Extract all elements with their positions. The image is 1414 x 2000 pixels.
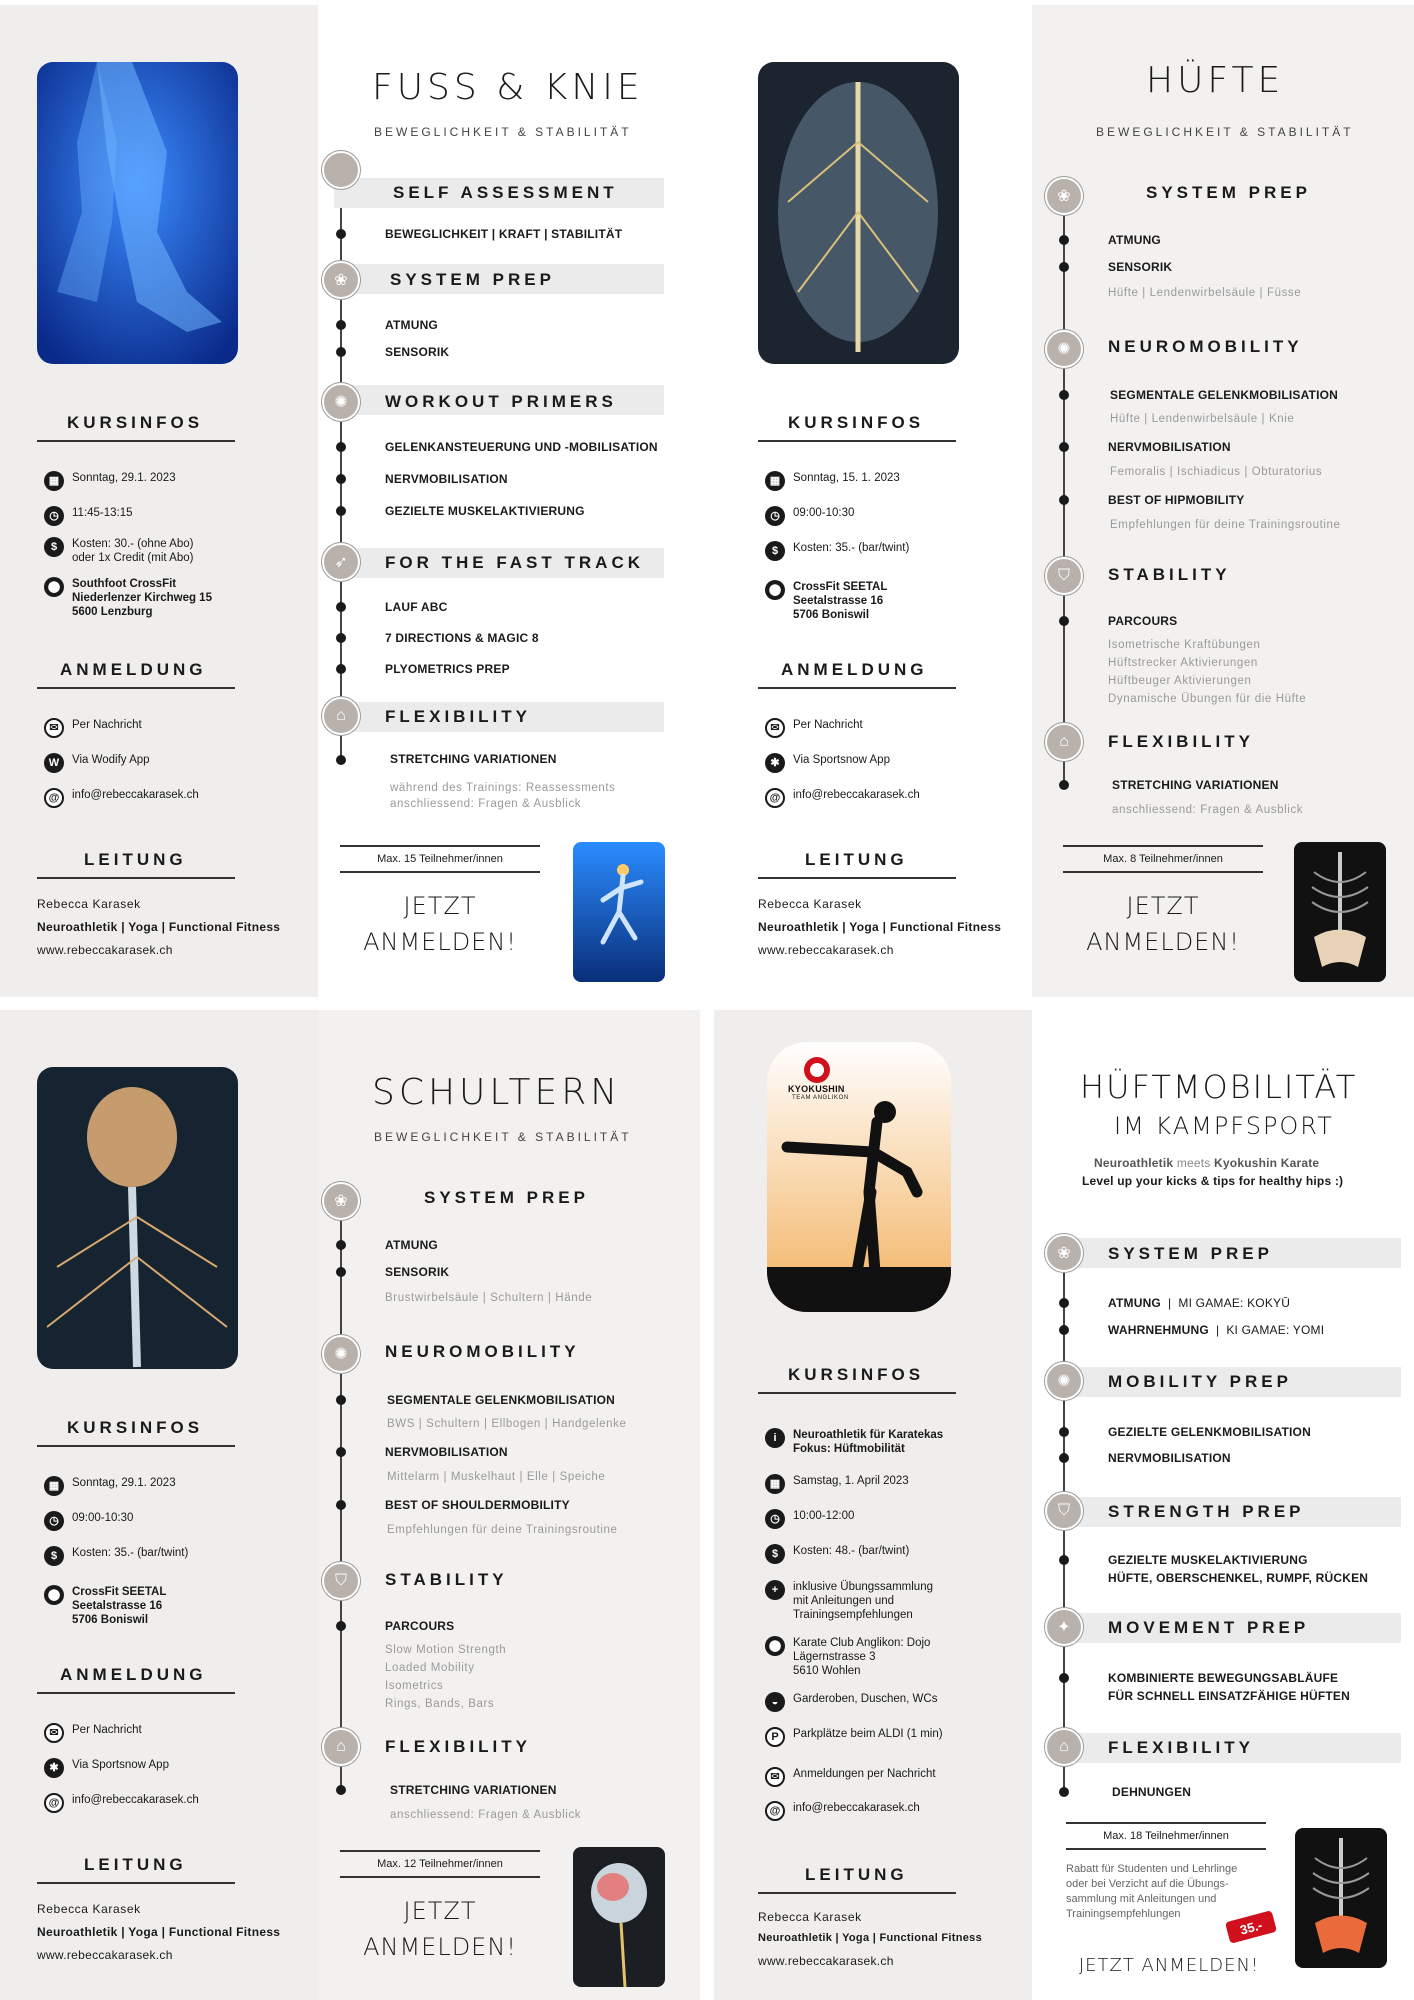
note: Brustwirbelsäule | Schultern | Hände	[385, 1292, 593, 1304]
section-title: SYSTEM PREP	[1108, 1244, 1273, 1263]
leitung-website[interactable]: www.rebeccakarasek.ch	[37, 1948, 173, 1962]
info-icon: i	[765, 1428, 785, 1448]
section-item: GEZIELTE MUSKELAKTIVIERUNG	[385, 504, 585, 518]
section-item: GEZIELTE MUSKELAKTIVIERUNG	[1108, 1553, 1308, 1567]
leitung-website[interactable]: www.rebeccakarasek.ch	[758, 943, 894, 957]
email-row[interactable]: @ info@rebeccakarasek.ch	[44, 1793, 199, 1813]
leitung-heading: LEITUNG	[84, 1855, 187, 1874]
note: anschliessend: Fragen & Ausblick	[390, 1809, 582, 1821]
max-participants: Max. 18 Teilnehmer/innen	[1066, 1822, 1266, 1850]
bullet	[1059, 1787, 1069, 1797]
section-item: NERVMOBILISATION	[1108, 440, 1231, 454]
bullet	[336, 1395, 346, 1405]
app-row: W Via Wodify App	[44, 753, 150, 773]
bullet	[1059, 390, 1069, 400]
kursinfos-heading: KURSINFOS	[67, 1418, 204, 1437]
bullet	[336, 442, 346, 452]
clock-icon: ◷	[44, 506, 64, 526]
message-row: ✉ Per Nachricht	[44, 1723, 142, 1743]
karate-kick-photo	[767, 1042, 951, 1312]
section-title: STRENGTH PREP	[1108, 1502, 1305, 1521]
section-title: FLEXIBILITY	[385, 707, 531, 726]
app-row: ✱ Via Sportsnow App	[765, 753, 890, 773]
leitung-name: Rebecca Karasek	[37, 897, 141, 911]
divider	[758, 1892, 956, 1894]
stretch-icon: ⌂	[322, 1728, 360, 1766]
page-title: HÜFTE	[1146, 60, 1285, 101]
section-item: WAHRNEHMUNG | KI GAMAE: YOMI	[1108, 1323, 1325, 1337]
bullet	[1059, 616, 1069, 626]
page-title-line2: IM KAMPFSPORT	[1114, 1112, 1334, 1140]
section-item: STRETCHING VARIATIONEN	[390, 752, 557, 766]
pelvis-icon: ⛉	[1045, 1492, 1083, 1530]
bullet	[336, 633, 346, 643]
section-title: SELF ASSESSMENT	[393, 183, 618, 202]
money-icon: $	[44, 537, 64, 557]
sportsnow-icon: ✱	[765, 753, 785, 773]
section-title: MOBILITY PREP	[1108, 1372, 1292, 1391]
shoulder-icon: ⛉	[322, 1562, 360, 1600]
bullet	[336, 1447, 346, 1457]
skull-nerves-photo	[37, 1067, 238, 1369]
included-row: + inklusive Übungssammlung mit Anleitungen und Trainingsempfehlungen	[765, 1580, 933, 1622]
note: Empfehlungen für deine Trainingsroutine	[387, 1524, 618, 1536]
leitung-website[interactable]: www.rebeccakarasek.ch	[758, 1954, 894, 1968]
section-item: SEGMENTALE GELENKMOBILISATION	[387, 1393, 616, 1407]
time-row: ◷ 10:00-12:00	[765, 1509, 854, 1529]
section-item: PLYOMETRICS PREP	[385, 662, 510, 676]
bullet	[336, 664, 346, 674]
flyer-huefte	[714, 5, 1414, 997]
section-title: SYSTEM PREP	[424, 1188, 589, 1207]
leitung-heading: LEITUNG	[805, 1865, 908, 1884]
head-nerves-thumbnail	[573, 1847, 665, 1987]
kursinfos-heading: KURSINFOS	[788, 1365, 925, 1384]
at-icon: @	[44, 1793, 64, 1813]
note: BWS | Schultern | Ellbogen | Handgelenke	[387, 1418, 627, 1430]
cost-row: $ Kosten: 30.- (ohne Abo) oder 1x Credit (mit Abo)	[44, 537, 193, 565]
section-item: SENSORIK	[1108, 260, 1173, 274]
price-tag: 35.-	[1225, 1910, 1277, 1944]
flyer-schultern	[0, 1010, 700, 2000]
stretch-icon: ⌂	[322, 697, 360, 735]
at-icon: @	[765, 788, 785, 808]
tagline-2: Level up your kicks & tips for healthy hips :)	[1082, 1174, 1344, 1188]
clock-icon: ◷	[765, 1509, 785, 1529]
cost-row: $ Kosten: 35.- (bar/twint)	[44, 1546, 188, 1566]
bullet	[1059, 495, 1069, 505]
section-title: FOR THE FAST TRACK	[385, 553, 644, 572]
at-icon: @	[765, 1801, 785, 1821]
section-item: SEGMENTALE GELENKMOBILISATION	[1110, 388, 1339, 402]
signup-cta[interactable]: JETZT ANMELDEN!	[1078, 1955, 1260, 1976]
brain-icon: ✺	[322, 1335, 360, 1373]
brain-icon: ✺	[322, 383, 360, 421]
leitung-role: Neuroathletik | Yoga | Functional Fitness	[758, 920, 1002, 934]
max-participants: Max. 8 Teilnehmer/innen	[1063, 845, 1263, 873]
bullet	[336, 474, 346, 484]
running-icon: ➶	[322, 543, 360, 581]
section-item: ATMUNG	[385, 318, 438, 332]
page-title: HÜFTMOBILITÄT	[1080, 1068, 1358, 1106]
bullet	[336, 1785, 346, 1795]
lungs-icon: ❀	[1045, 1234, 1083, 1272]
section-title: STABILITY	[385, 1570, 508, 1589]
envelope-icon: ✉	[44, 718, 64, 738]
lungs-icon: ❀	[1045, 177, 1083, 215]
location-pin-icon: ⬤	[44, 1585, 64, 1605]
location-row: ⬤ CrossFit SEETAL Seetalstrasse 16 5706 Boniswil	[765, 580, 887, 622]
date-row: ▦ Sonntag, 29.1. 2023	[44, 1476, 176, 1496]
bullet	[336, 320, 346, 330]
section-title: SYSTEM PREP	[1146, 183, 1311, 202]
message-row: ✉ Per Nachricht	[765, 718, 863, 738]
bullet	[1059, 1325, 1069, 1335]
bullet	[1059, 235, 1069, 245]
section-item: NERVMOBILISATION	[385, 472, 508, 486]
pelvis-thumbnail	[1295, 1828, 1387, 1968]
signup-cta[interactable]: JETZT ANMELDEN!	[363, 1897, 517, 1961]
kursinfos-heading: KURSINFOS	[67, 413, 204, 432]
signup-cta[interactable]: JETZT ANMELDEN!	[363, 892, 517, 956]
note: Isometrische Kraftübungen Hüftstrecker Aktivierungen Hüftbeuger Aktivierungen Dynamische Übungen für die Hüfte	[1108, 639, 1307, 705]
section-item: DEHNUNGEN	[1112, 1785, 1192, 1799]
divider	[37, 440, 235, 442]
parking-icon: P	[765, 1727, 785, 1747]
kursinfos-heading: KURSINFOS	[788, 413, 925, 432]
location-pin-icon: ⬤	[765, 580, 785, 600]
section-item: HÜFTE, OBERSCHENKEL, RUMPF, RÜCKEN	[1108, 1571, 1369, 1585]
anmeldung-heading: ANMELDUNG	[60, 660, 207, 679]
app-row: ✱ Via Sportsnow App	[44, 1758, 169, 1778]
page-title: FUSS & KNIE	[372, 67, 644, 108]
bullet	[336, 602, 346, 612]
leitung-role: Neuroathletik | Yoga | Functional Fitness	[37, 1925, 281, 1939]
time-row: ◷ 09:00-10:30	[765, 506, 854, 526]
pelvis-icon: ⛉	[1045, 557, 1083, 595]
lungs-icon: ❀	[322, 261, 360, 299]
calendar-icon: ▦	[765, 471, 785, 491]
section-title: FLEXIBILITY	[1108, 1738, 1254, 1757]
section-title: WORKOUT PRIMERS	[385, 392, 617, 411]
divider	[37, 687, 235, 689]
section-item: BEST OF HIPMOBILITY	[1108, 493, 1245, 507]
bullet	[336, 1267, 346, 1277]
message-row: ✉ Per Nachricht	[44, 718, 142, 738]
divider	[37, 877, 235, 879]
section-item: ATMUNG	[385, 1238, 438, 1252]
signup-cta[interactable]: JETZT ANMELDEN!	[1086, 892, 1240, 956]
note: Hüfte | Lendenwirbelsäule | Knie	[1110, 413, 1295, 425]
envelope-icon: ✉	[765, 1767, 785, 1787]
section-item: STRETCHING VARIATIONEN	[390, 1783, 557, 1797]
cost-row: $ Kosten: 48.- (bar/twint)	[765, 1544, 909, 1564]
shower-icon: ◒	[765, 1692, 785, 1712]
clock-icon: ◷	[44, 1511, 64, 1531]
date-row: ▦ Sonntag, 29.1. 2023	[44, 471, 176, 491]
timeline	[340, 1200, 342, 1790]
at-icon: @	[44, 788, 64, 808]
location-pin-icon: ⬤	[765, 1636, 785, 1656]
facilities-row: ◒ Garderoben, Duschen, WCs	[765, 1692, 937, 1712]
flyer-fuss-knie	[0, 5, 700, 997]
plus-icon: +	[765, 1580, 785, 1600]
brain-icon: ✺	[1045, 330, 1083, 368]
money-icon: $	[44, 1546, 64, 1566]
parking-row: P Parkplätze beim ALDI (1 min)	[765, 1727, 943, 1747]
date-row: ▦ Samstag, 1. April 2023	[765, 1474, 909, 1494]
brain-icon: ✺	[1045, 1362, 1083, 1400]
leitung-name: Rebecca Karasek	[758, 897, 862, 911]
pelvis-thumbnail	[1294, 842, 1386, 982]
section-title: NEUROMOBILITY	[385, 1342, 580, 1361]
section-title: SYSTEM PREP	[390, 270, 555, 289]
section-item: ATMUNG | MI GAMAE: KOKYŪ	[1108, 1296, 1291, 1310]
bullet	[1059, 1298, 1069, 1308]
kick-icon: ✦	[1045, 1608, 1083, 1646]
note: anschliessend: Fragen & Ausblick	[1112, 804, 1304, 816]
section-item: BEWEGLICHKEIT | KRAFT | STABILITÄT	[385, 227, 623, 241]
divider	[37, 1882, 235, 1884]
email-row[interactable]: @ info@rebeccakarasek.ch	[44, 788, 199, 808]
bullet	[1059, 262, 1069, 272]
leg-anatomy-photo	[37, 62, 238, 364]
section-item: SENSORIK	[385, 345, 450, 359]
section-item: NERVMOBILISATION	[1108, 1451, 1231, 1465]
section-item: STRETCHING VARIATIONEN	[1112, 778, 1279, 792]
wodify-icon: W	[44, 753, 64, 773]
note: Hüfte | Lendenwirbelsäule | Füsse	[1108, 287, 1302, 299]
page-subtitle: BEWEGLICHKEIT & STABILITÄT	[374, 125, 632, 139]
page-title: SCHULTERN	[372, 1072, 622, 1113]
note: während des Trainings: Reassessments anschliessend: Fragen & Ausblick	[390, 782, 616, 810]
bullet	[336, 347, 346, 357]
calendar-icon: ▦	[44, 1476, 64, 1496]
club-logo-subtext: TEAM ANGLIKON	[792, 1095, 849, 1101]
bullet	[336, 1240, 346, 1250]
section-item: GELENKANSTEUERUNG UND -MOBILISATION	[385, 440, 658, 454]
section-item: 7 DIRECTIONS & MAGIC 8	[385, 631, 539, 645]
bullet	[336, 1621, 346, 1631]
bullet	[1059, 442, 1069, 452]
divider	[37, 1445, 235, 1447]
section-item: ATMUNG	[1108, 233, 1161, 247]
location-pin-icon: ⬤	[44, 577, 64, 597]
max-participants: Max. 12 Teilnehmer/innen	[340, 1850, 540, 1878]
envelope-icon: ✉	[44, 1723, 64, 1743]
note: Femoralis | Ischiadicus | Obturatorius	[1110, 466, 1323, 478]
flyer-hueftmobilitaet	[714, 1010, 1414, 2000]
divider	[758, 440, 956, 442]
max-participants: Max. 15 Teilnehmer/innen	[340, 845, 540, 873]
tagline: Neuroathletik meets Kyokushin Karate	[1094, 1156, 1320, 1170]
section-item: PARCOURS	[1108, 614, 1178, 628]
calendar-icon: ▦	[765, 1474, 785, 1494]
location-row: ⬤ Karate Club Anglikon: Dojo Lägernstrasse 3 5610 Wohlen	[765, 1636, 930, 1678]
divider	[758, 687, 956, 689]
date-row: ▦ Sonntag, 15. 1. 2023	[765, 471, 900, 491]
leitung-name: Rebecca Karasek	[37, 1902, 141, 1916]
money-icon: $	[765, 541, 785, 561]
stretch-icon: ⌂	[1045, 723, 1083, 761]
bullet	[1059, 1453, 1069, 1463]
leitung-name: Rebecca Karasek	[758, 1910, 862, 1924]
leitung-heading: LEITUNG	[84, 850, 187, 869]
discount-note: Rabatt für Studenten und Lehrlinge oder bei Verzicht auf die Übungs- sammlung mit Anleitungen und Trainingsempfehlungen	[1066, 1863, 1238, 1920]
section-item: PARCOURS	[385, 1619, 455, 1633]
section-title: FLEXIBILITY	[1108, 732, 1254, 751]
time-row: ◷ 11:45-13:15	[44, 506, 133, 526]
bullet	[1059, 1555, 1069, 1565]
time-row: ◷ 09:00-10:30	[44, 1511, 133, 1531]
section-item: NERVMOBILISATION	[385, 1445, 508, 1459]
spine-anatomy-photo	[758, 62, 959, 364]
note: Empfehlungen für deine Trainingsroutine	[1110, 519, 1341, 531]
bullet	[1059, 780, 1069, 790]
anmeldung-heading: ANMELDUNG	[60, 1665, 207, 1684]
email-row[interactable]: @ info@rebeccakarasek.ch	[765, 788, 920, 808]
bullet	[336, 1500, 346, 1510]
email-row[interactable]: @ info@rebeccakarasek.ch	[765, 1801, 920, 1821]
leitung-website[interactable]: www.rebeccakarasek.ch	[37, 943, 173, 957]
leitung-role: Neuroathletik | Yoga | Functional Fitness	[37, 920, 281, 934]
cost-row: $ Kosten: 35.- (bar/twint)	[765, 541, 909, 561]
anmeldung-heading: ANMELDUNG	[781, 660, 928, 679]
timeline	[1063, 195, 1065, 785]
section-item: GEZIELTE GELENKMOBILISATION	[1108, 1425, 1311, 1439]
club-logo-text: KYOKUSHIN	[788, 1084, 845, 1094]
location-row: ⬤ Southfoot CrossFit Niederlenzer Kirchweg 15 5600 Lenzburg	[44, 577, 212, 619]
page-subtitle: BEWEGLICHKEIT & STABILITÄT	[1096, 125, 1354, 139]
section-item: KOMBINIERTE BEWEGUNGSABLÄUFE	[1108, 1671, 1339, 1685]
divider	[758, 877, 956, 879]
note: Mittelarm | Muskelhaut | Elle | Speiche	[387, 1471, 606, 1483]
stretch-icon: ⌂	[1045, 1728, 1083, 1766]
calendar-icon: ▦	[44, 471, 64, 491]
bullet	[1059, 1427, 1069, 1437]
section-item: BEST OF SHOULDERMOBILITY	[385, 1498, 570, 1512]
envelope-icon: ✉	[765, 718, 785, 738]
divider	[758, 1392, 956, 1394]
bullet	[336, 506, 346, 516]
money-icon: $	[765, 1544, 785, 1564]
runner-thumbnail	[573, 842, 665, 982]
assessment-icon	[322, 151, 360, 189]
bullet	[336, 755, 346, 765]
lungs-icon: ❀	[322, 1182, 360, 1220]
section-item: LAUF ABC	[385, 600, 448, 614]
divider	[37, 1692, 235, 1694]
section-title: STABILITY	[1108, 565, 1231, 584]
message-row: ✉ Anmeldungen per Nachricht	[765, 1767, 936, 1787]
location-row: ⬤ CrossFit SEETAL Seetalstrasse 16 5706 Boniswil	[44, 1585, 166, 1627]
bullet	[1059, 1673, 1069, 1683]
section-title: NEUROMOBILITY	[1108, 337, 1303, 356]
clock-icon: ◷	[765, 506, 785, 526]
section-title: FLEXIBILITY	[385, 1737, 531, 1756]
page-subtitle: BEWEGLICHKEIT & STABILITÄT	[374, 1130, 632, 1144]
leitung-heading: LEITUNG	[805, 850, 908, 869]
section-item: SENSORIK	[385, 1265, 450, 1279]
focus-row: i Neuroathletik für Karatekas Fokus: Hüftmobilität	[765, 1428, 943, 1456]
sportsnow-icon: ✱	[44, 1758, 64, 1778]
note: Slow Motion Strength Loaded Mobility Isometrics Rings, Bands, Bars	[385, 1644, 507, 1710]
section-item: FÜR SCHNELL EINSATZFÄHIGE HÜFTEN	[1108, 1689, 1350, 1703]
leitung-role: Neuroathletik | Yoga | Functional Fitness	[758, 1932, 983, 1944]
bullet	[336, 229, 346, 239]
section-title: MOVEMENT PREP	[1108, 1618, 1310, 1637]
